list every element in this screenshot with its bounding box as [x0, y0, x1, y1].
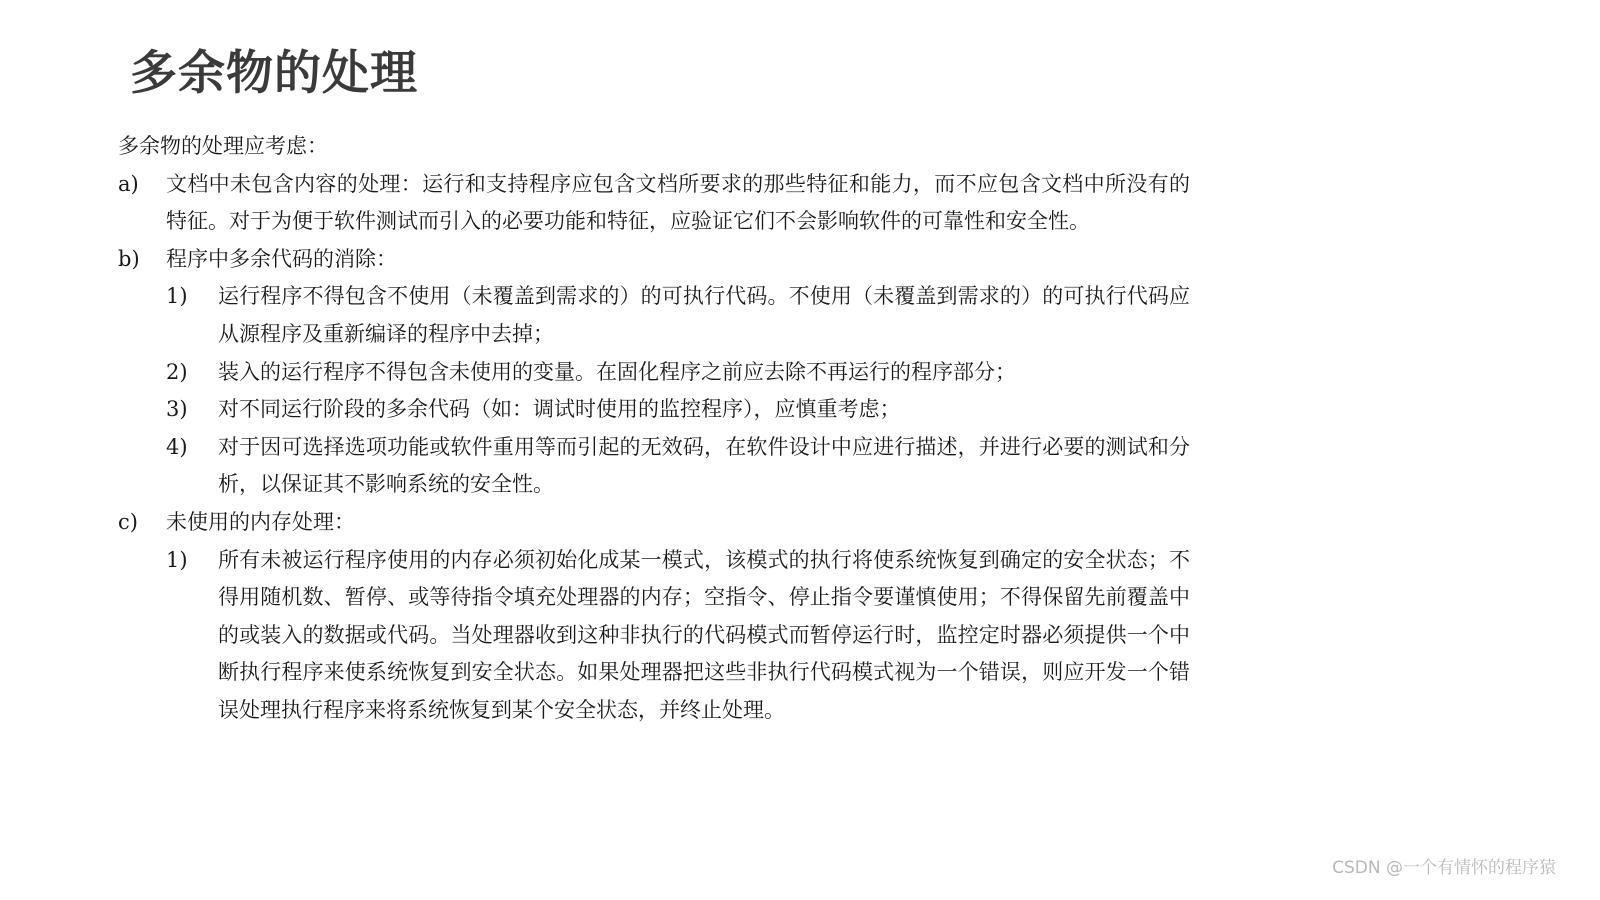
- list-item-text: 程序中多余代码的消除：: [166, 246, 397, 271]
- sub-item-b-3: [166, 391, 1190, 429]
- document-body: [118, 128, 1190, 730]
- list-item-b: [118, 241, 1190, 279]
- list-item-text: 文档中未包含内容的处理：运行和支持程序应包含文档所要求的那些特征和能力，而不应包含文档中所没有的特征。对于为便于软件测试而引入的必要功能和特征，应验证它们不会影响软件的可靠性和安全性。: [166, 171, 1190, 234]
- list-marker: b): [118, 246, 140, 271]
- sub-item-b-1: [166, 278, 1190, 353]
- list-marker: a): [118, 171, 139, 196]
- sub-item-text: 运行程序不得包含不使用（未覆盖到需求的）的可执行代码。不使用（未覆盖到需求的）的可执行代码应从源程序及重新编译的程序中去掉；: [218, 284, 1190, 346]
- sub-item-marker: 1): [166, 547, 188, 572]
- sub-item-marker: 2): [166, 359, 188, 384]
- sub-item-text: 对不同运行阶段的多余代码（如：调试时使用的监控程序），应慎重考虑；: [218, 397, 901, 422]
- intro-paragraph: 多余物的处理应考虑：: [118, 134, 328, 158]
- sub-item-text: 所有未被运行程序使用的内存必须初始化成某一模式，该模式的执行将使系统恢复到确定的安全状态；不得用随机数、暂停、或等待指令填充处理器的内存；空指令、停止指令要谨慎使用；不得保留先前覆盖中的或装入的数据或代码。当处理器收到这种非执行的代码模式而暂停运行时，监控定时器必须提供一个中断执行程序来使系统恢复到安全状态。如果处理器把这些非执行代码模式视为一个错误，则应开发一个错误处理执行程序来将系统恢复到某个安全状态，并终止处理。: [218, 547, 1190, 722]
- sub-item-marker: 4): [166, 434, 188, 459]
- list-marker: c): [118, 509, 138, 534]
- sub-item-marker: 3): [166, 397, 188, 422]
- sub-item-marker: 1): [166, 284, 188, 309]
- sub-item-text: 装入的运行程序不得包含未使用的变量。在固化程序之前应去除不再运行的程序部分；: [218, 359, 1016, 384]
- sub-item-b-4: [166, 429, 1190, 504]
- csdn-watermark: CSDN @一个有情怀的程序猿: [1332, 858, 1556, 878]
- sub-item-text: 对于因可选择选项功能或软件重用等而引起的无效码，在软件设计中应进行描述，并进行必要的测试和分析，以保证其不影响系统的安全性。: [218, 434, 1190, 497]
- list-item-text: 未使用的内存处理：: [166, 509, 355, 534]
- sub-item-c-1: [166, 542, 1190, 730]
- sub-item-b-2: [166, 354, 1190, 392]
- page-title: 多余物的处理: [130, 46, 418, 101]
- list-item-c: [118, 504, 1190, 542]
- list-item-a: [118, 166, 1190, 241]
